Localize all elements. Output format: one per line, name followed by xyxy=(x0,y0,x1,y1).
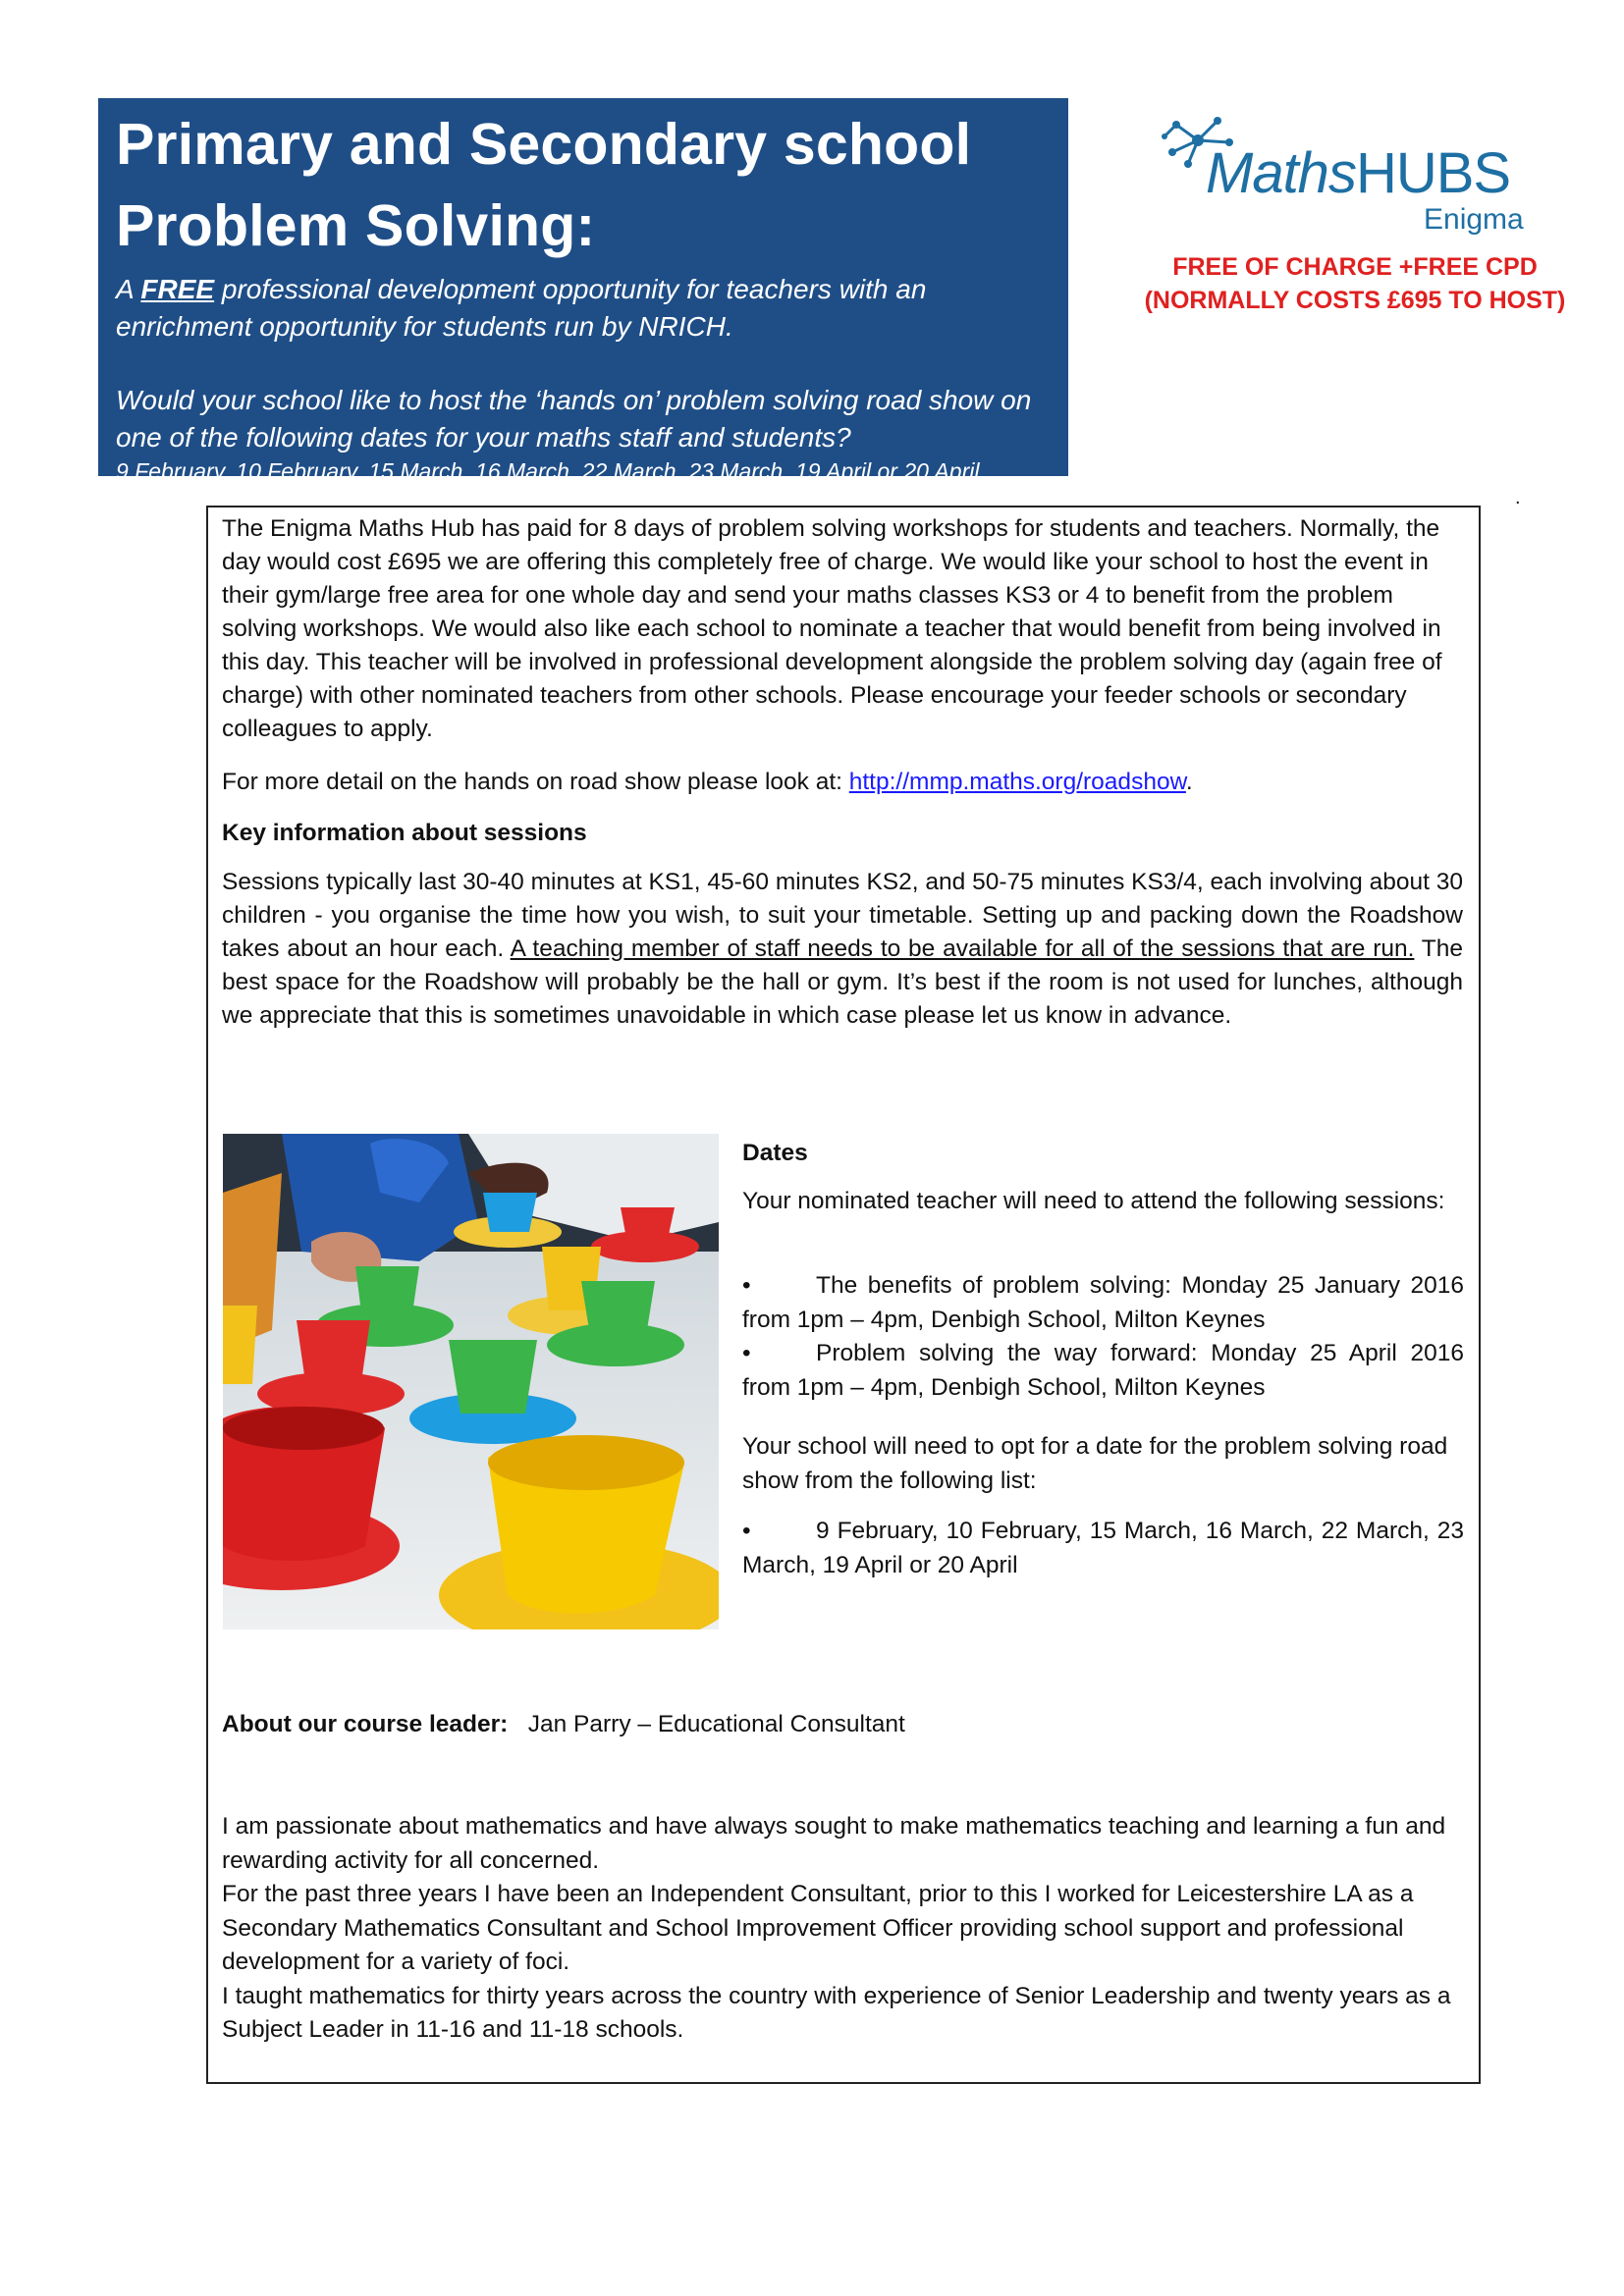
key-info-heading: Key information about sessions xyxy=(222,820,587,846)
header-dates: 9 February, 10 February, 15 March, 16 March, 22 March, 23 March, 19 April or 20 April. xyxy=(116,458,986,484)
roadshow-link[interactable]: http://mmp.maths.org/roadshow xyxy=(848,769,1186,795)
cups-photo xyxy=(223,1134,719,1629)
bullet-icon: • xyxy=(742,1340,751,1366)
date-list xyxy=(742,1515,1464,1582)
dates-heading: Dates xyxy=(742,1140,808,1166)
course-leader xyxy=(222,1708,905,1741)
subtitle: A FREE professional development opportunity for teachers with an enrichment opportunity for students run by NRICH. xyxy=(116,274,927,342)
optin-text: Your school will need to opt for a date for the problem solving road show from the following list: xyxy=(742,1433,1448,1494)
list-item: • The benefits of problem solving: Monday 25 January 2016 from 1pm – 4pm, Denbigh School, Milton Keynes xyxy=(742,1269,1464,1337)
leader-bio xyxy=(222,1810,1463,2048)
logo-wordmark: MathsHUBS xyxy=(1206,141,1511,205)
list-item: • 9 February, 10 February, 15 March, 16 March, 22 March, 23 March, 19 April or 20 April xyxy=(742,1515,1464,1582)
page-title: Primary and Secondary school Problem Solving: xyxy=(116,112,972,258)
logo-subtitle: Enigma xyxy=(1424,203,1524,236)
free-emphasis: FREE xyxy=(140,274,215,304)
staff-requirement: A teaching member of staff needs to be available for all of the sessions that are run. xyxy=(510,935,1415,962)
key-info-paragraph: Sessions typically last 30-40 minutes at KS1, 45-60 minutes KS2, and 50-75 minutes KS3/4, each involving about 30 children - you organise the time how you wish, to suit your timetable. Setting up and packing down the Roadshow takes about an hour each. A teaching member of staff needs to be available for all of the sessions that are run. The best space for the Roadshow will probably be the hall or gym. It’s best if the room is not used for lunches, although we appreciate that this is sometimes unavoidable in which case please let us know in advance. xyxy=(222,869,1463,1029)
bio-paragraph: For the past three years I have been an Independent Consultant, prior to this I worked for Leicestershire LA as a Secondary Mathematics Consultant and School Improvement Officer providing school support and professional development for a variety of foci. xyxy=(222,1881,1414,1975)
roadshow-link-paragraph: For more detail on the hands on road show please look at: http://mmp.maths.org/roadshow. xyxy=(222,769,1193,795)
course-leader-label: About our course leader: xyxy=(222,1711,509,1737)
course-leader-name: Jan Parry – Educational Consultant xyxy=(527,1711,905,1737)
intro-paragraph: The Enigma Maths Hub has paid for 8 days of problem solving workshops for students and teachers. Normally, the day would cost £695 we are offering this completely free of charge. We would like your school to host the event in their gym/large free area for one whole day and send your maths classes KS3 or 4 to benefit from the problem solving workshops. We would also like each school to nominate a teacher that would benefit from being involved in this day. This teacher will be involved in professional development alongside the problem solving day (again free of charge) with other nominated teachers from other schools. Please encourage your feeder schools or secondary colleagues to apply. xyxy=(222,515,1442,742)
session-list xyxy=(742,1269,1464,1405)
dates-intro: Your nominated teacher will need to attend the following sessions: xyxy=(742,1188,1445,1214)
bullet-icon: • xyxy=(742,1272,751,1299)
bio-paragraph: I taught mathematics for thirty years across the country with experience of Senior Leadership and twenty years as a Subject Leader in 11-16 and 11-18 schools. xyxy=(222,1982,1451,2043)
stray-dot: . xyxy=(1515,487,1521,508)
header-banner xyxy=(98,98,1068,484)
list-item: • Problem solving the way forward: Monday 25 April 2016 from 1pm – 4pm, Denbigh School, Milton Keynes xyxy=(742,1337,1464,1405)
mathshubs-logo xyxy=(1159,113,1542,240)
bio-paragraph: I am passionate about mathematics and have always sought to make mathematics teaching and learning a fun and rewarding activity for all concerned. xyxy=(222,1813,1446,1874)
bullet-icon: • xyxy=(742,1518,751,1544)
host-question: Would your school like to host the ‘hands on’ problem solving road show on one of the following dates for your maths staff and students? xyxy=(116,385,1032,453)
free-offer: FREE OF CHARGE +FREE CPD (NORMALLY COSTS £695 TO HOST) xyxy=(1144,253,1566,314)
